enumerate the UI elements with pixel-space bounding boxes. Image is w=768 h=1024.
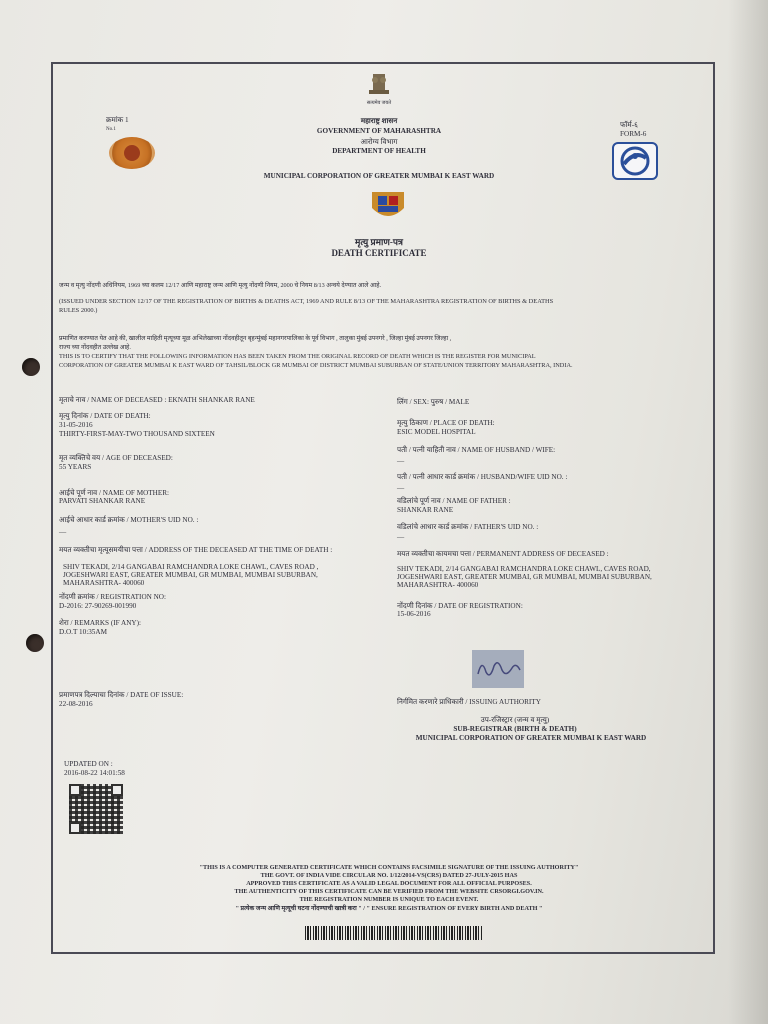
corporation-name: MUNICIPAL CORPORATION OF GREATER MUMBAI K EAST WARD — [263, 172, 495, 180]
sex-label: लिंग / SEX: पुरुष / MALE — [397, 398, 470, 406]
footer-line-1: "THIS IS A COMPUTER GENERATED CERTIFICATE WHICH CONTAINS FACSIMILE SIGNATURE OF THE ISSUING AUTHORITY" — [199, 864, 579, 871]
serial-no-english: No.1 — [106, 127, 116, 132]
mother-name-label: आईचे पूर्ण नाव / NAME OF MOTHER: — [59, 489, 170, 497]
spouse-name-value: — — [397, 457, 405, 465]
address-at-death-line1: SHIV TEKADI, 2/14 GANGABAI RAMCHANDRA LOKE CHAWL, CAVES ROAD , — [63, 563, 319, 571]
punch-hole-bottom — [26, 634, 44, 652]
sub-registrar-corporation: MUNICIPAL CORPORATION OF GREATER MUMBAI K EAST WARD — [415, 734, 647, 742]
father-uid-label: वडिलांचे आधार कार्ड क्रमांक / FATHER'S UID NO. : — [397, 523, 539, 531]
father-uid-value: — — [397, 533, 405, 541]
permanent-address-label: मयत व्यक्तीचा कायमचा पत्ता / PERMANENT ADDRESS OF DECEASED : — [397, 550, 609, 558]
issuing-authority-label: निर्गमित करणारे प्राधिकारी / ISSUING AUTHORITY — [397, 698, 541, 706]
title-english: DEATH CERTIFICATE — [331, 248, 427, 258]
remarks-label: शेरा / REMARKS (IF ANY): — [59, 619, 141, 627]
barcode — [305, 926, 483, 940]
maharashtra-seal-icon — [109, 137, 155, 169]
place-of-death-value: ESIC MODEL HOSPITAL — [397, 428, 476, 436]
dept-english: DEPARTMENT OF HEALTH — [332, 147, 426, 155]
remarks-value: D.O.T 10:35AM — [59, 628, 107, 636]
serial-no-marathi: क्रमांक 1 — [106, 116, 129, 124]
punch-hole-top — [22, 358, 40, 376]
form-no-marathi: फॉर्म-६ — [620, 121, 638, 129]
spouse-uid-value: — — [397, 484, 405, 492]
issued-under-marathi: जन्म व मृत्यु नोंदणी अधिनियम, 1969 च्या कलम 12/17 आणि महाराष्ट्र जन्म आणि मृत्यु नोंदणी नियम, 2000 चे नियम 8/13 अन्वये देण्यात आले आहे. — [59, 282, 382, 289]
sub-registrar-english: SUB-REGISTRAR (BIRTH & DEATH) — [453, 725, 577, 733]
title-marathi: मृत्यु प्रमाण-पत्र — [355, 237, 403, 247]
father-name-label: वडिलांचे पूर्ण नाव / NAME OF FATHER : — [397, 497, 511, 505]
permanent-address-line1: SHIV TEKADI, 2/14 GANGABAI RAMCHANDRA LOKE CHAWL, CAVES ROAD, — [397, 565, 651, 573]
mother-uid-label: आईचे आधार कार्ड क्रमांक / MOTHER'S UID NO. : — [59, 516, 199, 524]
spouse-name-label: पती / पत्नी याहिती नाव / NAME OF HUSBAND / WIFE: — [397, 446, 556, 454]
certify-marathi-2: राज्य च्या नोंदवहीत उल्लेख आहे. — [59, 344, 131, 351]
issued-under-english-1: (ISSUED UNDER SECTION 12/17 OF THE REGISTRATION OF BIRTHS & DEATHS ACT, 1969 AND RULE 8/13 OF THE MAHARASHTRA REGISTRATION OF BIRTHS & DEATHS — [59, 298, 554, 305]
paper-shadow — [728, 0, 768, 1024]
mcgm-crest-icon — [366, 186, 410, 224]
footer-line-5: THE REGISTRATION NUMBER IS UNIQUE TO EACH EVENT. — [299, 896, 479, 903]
deceased-name: मृताचे नाव / NAME OF DECEASED : EKNATH SHANKAR RANE — [59, 396, 255, 404]
certify-english-2: CORPORATION OF GREATER MUMBAI K EAST WARD OF TAHSIL/BLOCK GR MUMBAI OF DISTRICT MUMBAI SUBURBAN OF STATE/UNION TERRITORY MAHARASHTRA, INDIA. — [59, 362, 573, 369]
address-at-death-line3: MAHARASHTRA- 400060 — [63, 579, 145, 587]
place-of-death-label: मृत्यु ठिकाण / PLACE OF DEATH: — [397, 419, 495, 427]
date-of-issue-value: 22-08-2016 — [59, 700, 93, 708]
address-at-death-label: मयत व्यक्तीचा मृत्यूसमयीचा पत्ता / ADDRESS OF THE DECEASED AT THE TIME OF DEATH : — [59, 546, 333, 554]
updated-on-value: 2016-08-22 14:01:58 — [64, 769, 125, 777]
footer-line-2: THE GOVT. OF INDIA VIDE CIRCULAR NO. 1/12/2014-VS(CRS) DATED 27-JULY-2015 HAS — [260, 872, 518, 879]
date-of-death-words: THIRTY-FIRST-MAY-TWO THOUSAND SIXTEEN — [59, 430, 215, 438]
spouse-uid-label: पती / पत्नी आधार कार्ड क्रमांक / HUSBAND/WIFE UID NO. : — [397, 473, 568, 481]
certify-english-1: THIS IS TO CERTIFY THAT THE FOLLOWING INFORMATION HAS BEEN TAKEN FROM THE ORIGINAL RECORD OF DEATH WHICH IS THE REGISTER FOR MUNICIPAL — [59, 353, 536, 360]
registration-date-label: नोंदणी दिनांक / DATE OF REGISTRATION: — [397, 602, 523, 610]
certify-marathi-1: प्रमाणित करण्यात येत आहे की, खालील माहिती मृत्यूच्या मूळ अभिलेखाच्या नोंदवहीतून बृहन्मुंबई महानगरपालिका के पूर्व विभाग , तालुका मुंबई उपनगरे , जिल्हा मुंबई उपनगर जिल्हा , — [59, 335, 452, 342]
permanent-address-line2: JOGESHWARI EAST, GREATER MUMBAI, GR MUMBAI, MUMBAI SUBURBAN, — [397, 573, 652, 581]
crs-logo-icon — [612, 142, 658, 180]
mother-name-value: PARVATI SHANKAR RANE — [59, 497, 146, 505]
date-of-issue-label: प्रमाणपत्र दिल्याचा दिनांक / DATE OF ISSUE: — [59, 691, 184, 699]
father-name-value: SHANKAR RANE — [397, 506, 454, 514]
registration-date-value: 15-06-2016 — [397, 610, 431, 618]
mother-uid-value: — — [59, 528, 67, 536]
updated-on-label: UPDATED ON : — [64, 760, 113, 768]
facsimile-signature — [472, 650, 524, 688]
state-marathi: महाराष्ट्र शासन — [360, 117, 398, 125]
dept-marathi: आरोग्य विभाग — [360, 138, 398, 146]
registration-no-value: D-2016: 27-90269-001990 — [59, 602, 137, 610]
date-of-death-label: मृत्यु दिनांक / DATE OF DEATH: — [59, 412, 151, 420]
age-value: 55 YEARS — [59, 463, 92, 471]
date-of-death-value: 31-05-2016 — [59, 421, 93, 429]
age-label: मृत व्यक्तिचे वय / AGE OF DECEASED: — [59, 454, 173, 462]
issued-under-english-2: RULES 2000.) — [59, 307, 98, 314]
footer-line-6: " प्रत्येक जन्म आणि मृत्यूची घटना नोंदण्याची खात्री करा " / " ENSURE REGISTRATION OF EVERY BIRTH AND DEATH " — [235, 905, 543, 912]
address-at-death-line2: JOGESHWARI EAST, GREATER MUMBAI, GR MUMBAI, MUMBAI SUBURBAN, — [63, 571, 318, 579]
qr-code — [69, 784, 123, 834]
footer-line-4: THE AUTHENTICITY OF THIS CERTIFICATE CAN BE VERIFIED FROM THE WEBSITE CRSORGI.GOV.IN. — [234, 888, 544, 895]
state-english: GOVERNMENT OF MAHARASHTRA — [316, 127, 442, 135]
sub-registrar-marathi: उप-रजिस्ट्रार (जन्म व मृत्यु) — [480, 716, 550, 724]
form-no-english: FORM-6 — [620, 130, 647, 138]
emblem-caption: सत्यमेव जयते — [366, 101, 392, 106]
permanent-address-line3: MAHARASHTRA- 400060 — [397, 581, 479, 589]
registration-no-label: नोंदणी क्रमांक / REGISTRATION NO: — [59, 593, 166, 601]
footer-line-3: APPROVED THIS CERTIFICATE AS A VALID LEGAL DOCUMENT FOR ALL OFFICIAL PURPOSES. — [246, 880, 532, 887]
